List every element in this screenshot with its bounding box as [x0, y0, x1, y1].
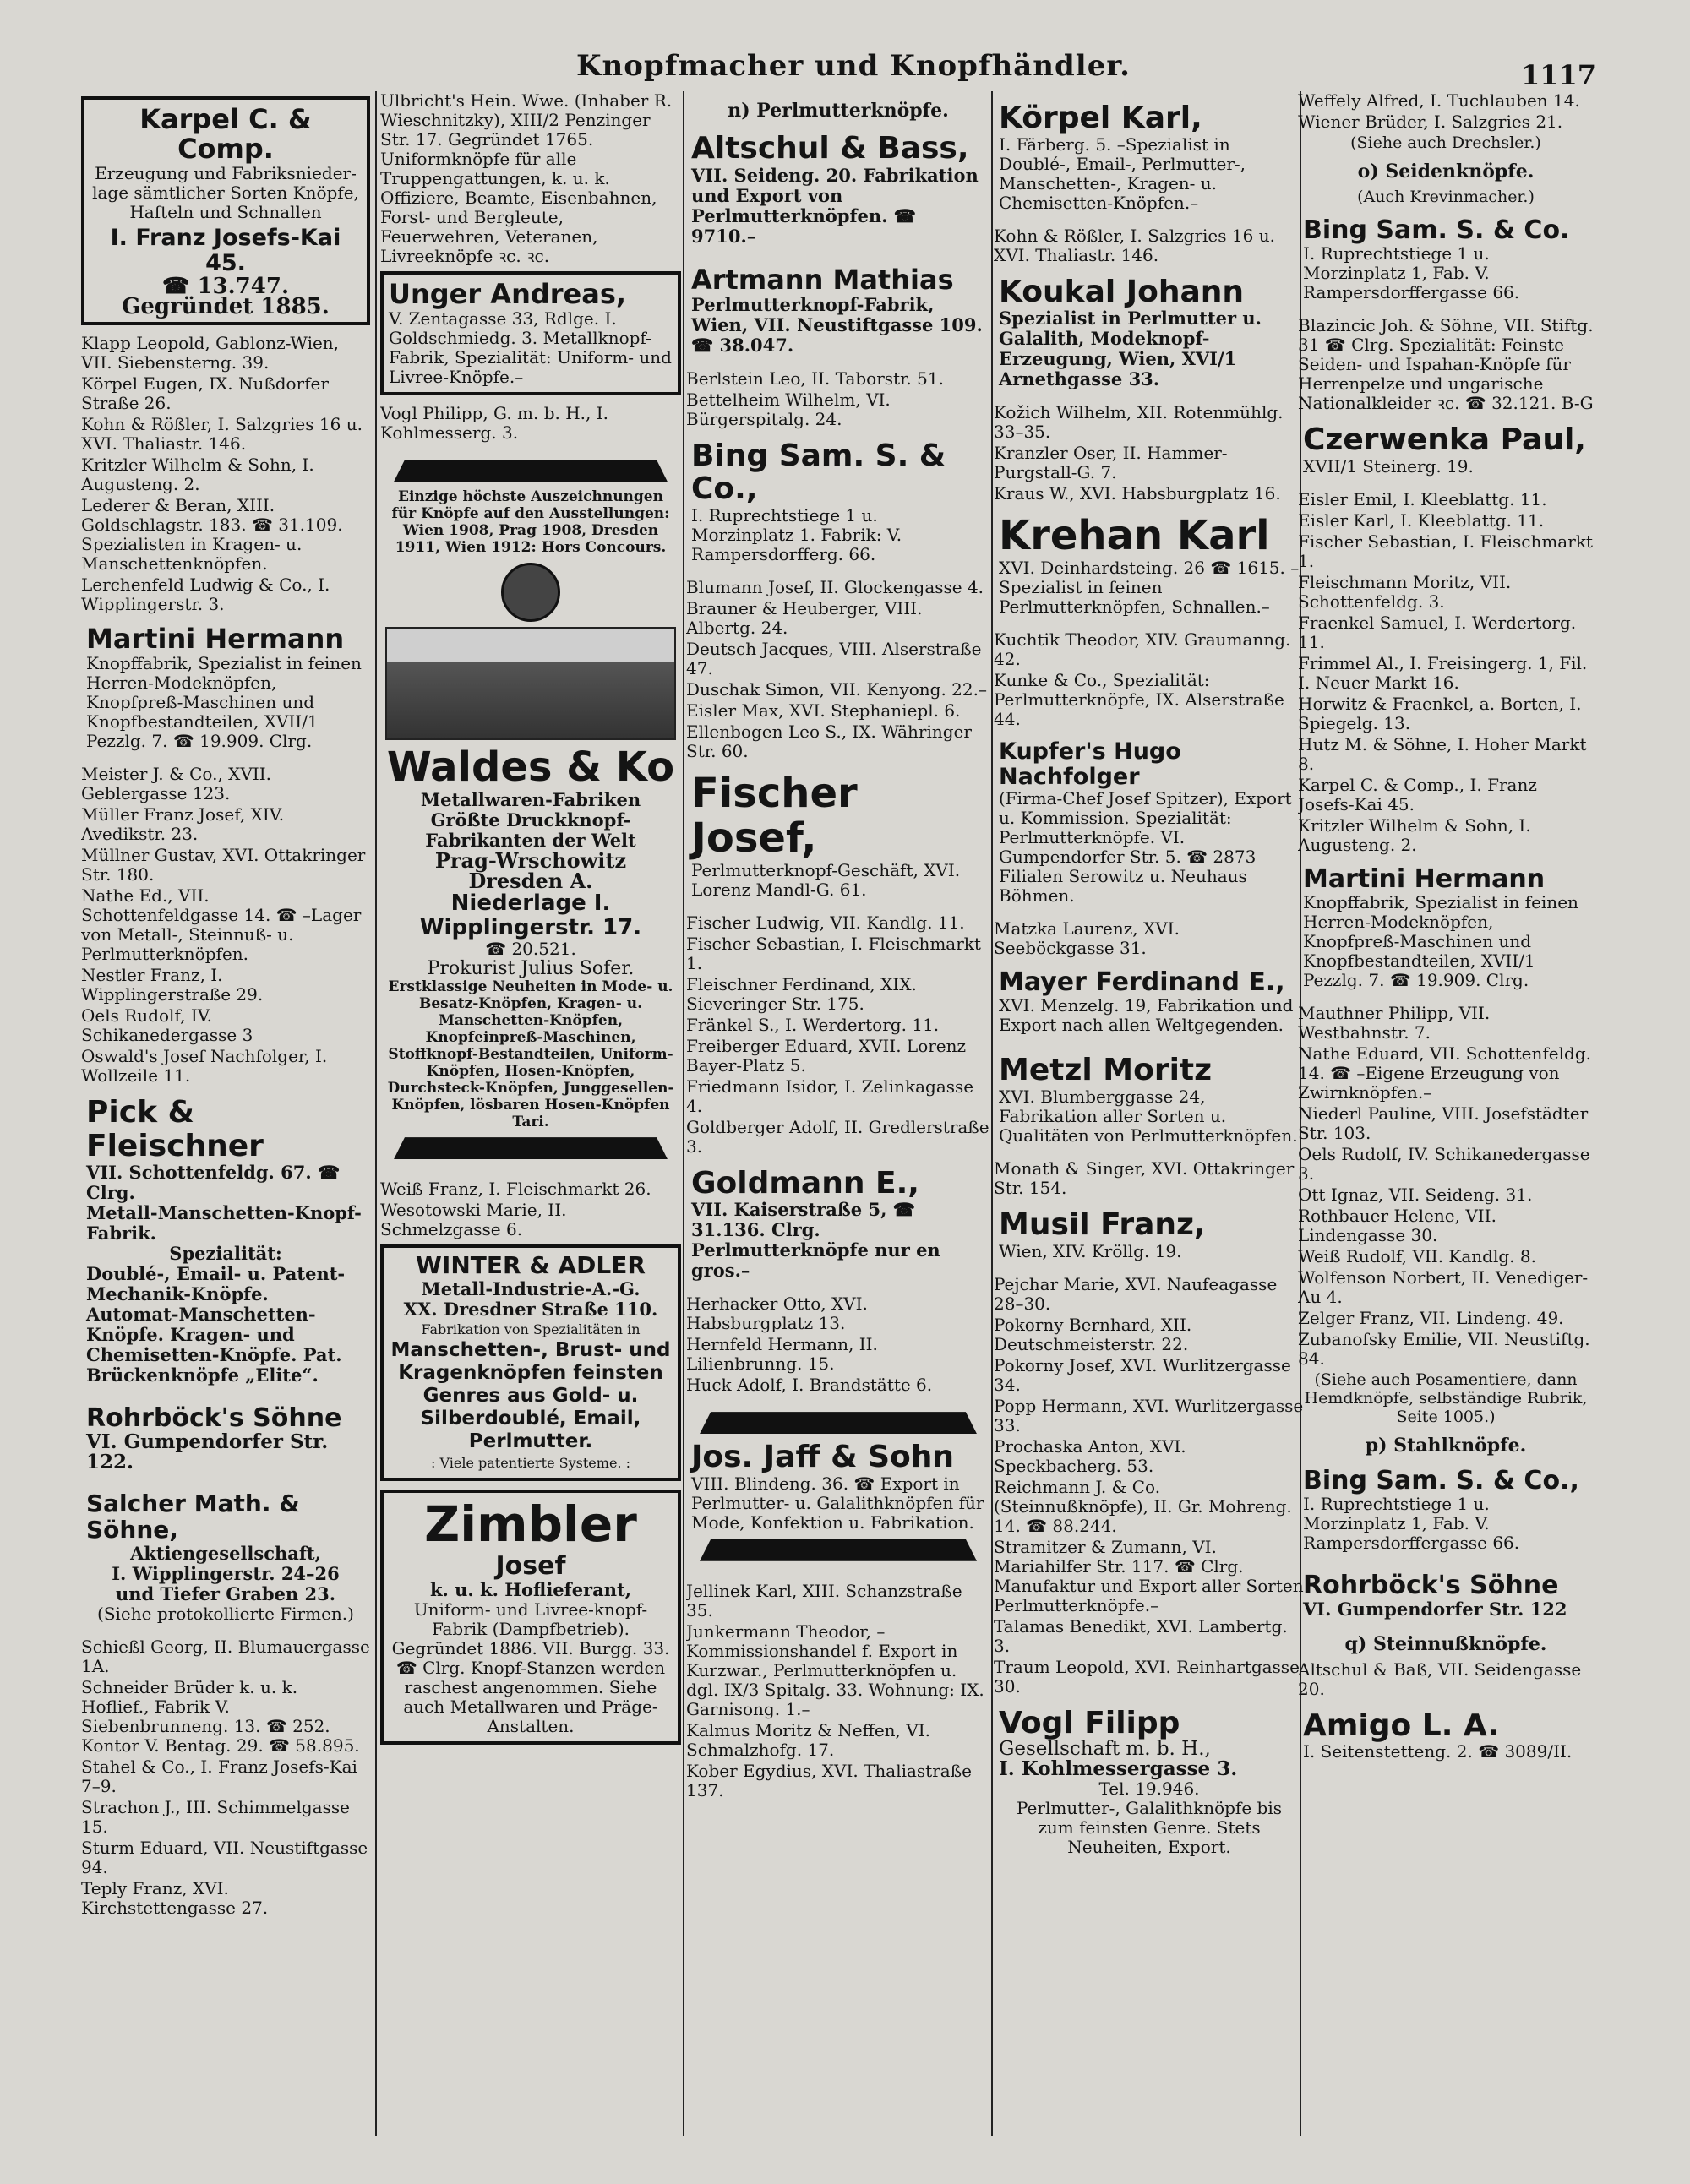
ad-metzl: [994, 1048, 1305, 1151]
ad-salcher: [81, 1486, 370, 1629]
list-item: Hutz M. & Söhne, I. Hoher Markt 8.: [1298, 733, 1587, 774]
ad-goldmann: [686, 1162, 990, 1287]
banner-ornament: [394, 460, 668, 482]
list-item: Fraenkel Samuel, I. Werdertorg. 11.: [1298, 612, 1577, 652]
list-item: Kranzler Oser, II. Hammer-Purgstall-G. 7.: [994, 443, 1228, 483]
list-item: Oels Rudolf, IV. Schikanedergasse 3: [81, 1005, 254, 1045]
ad-text: VII. Kaiserstraße 5, ☎ 31.136. Clrg. Perlmutterknöpfe nur en gros.–: [691, 1199, 940, 1282]
list-item: Stramitzer & Zumann, VI. Mariahilfer Str. 117. ☎ Clrg. Manufaktur und Export aller Sorten Perlmutterknöpfe.–: [994, 1536, 1304, 1615]
ad-text: XVI. Menzelg. 19, Fabrikation und Export nach allen Weltgegenden.: [999, 995, 1294, 1036]
list-item: Junkermann Theodor, –Kommissionshandel f. Export in Kurzwar., Perlmutterknöpfen u. dgl. IX/3 Spitalg. 33. Wohnung: IX. Garnisong. 1.–: [686, 1620, 984, 1719]
list-item: Körpel Eugen, IX. Nußdorfer Straße 26.: [81, 373, 329, 413]
list-item: Kožich Wilhelm, XII. Rotenmühlg. 33–35.: [994, 402, 1284, 443]
ad-line: Wien 1908, Prag 1908, Dresden 1911, Wien 1912: Hors Concours.: [395, 522, 667, 557]
page-title: Knopfmacher und Knopfhändler.: [576, 49, 1131, 83]
ad-line: Fabrikation von Spezialitäten in: [421, 1321, 641, 1337]
list-item: Klapp Leopold, Gablonz-Wien, VII. Siebensterng. 39.: [81, 332, 340, 373]
list-item: Meister J. & Co., XVII. Geblergasse 123.: [81, 763, 272, 803]
ad-musil: [994, 1203, 1305, 1266]
ad-name: Amigo L. A.: [1303, 1707, 1500, 1743]
column-1: [81, 91, 370, 2170]
ad-line: Prag-Wrschowitz: [434, 847, 627, 873]
ad-address: VI. Gumpendorfer Str. 122.: [86, 1430, 329, 1474]
list-item: Rothbauer Helene, VII. Lindengasse 30.: [1298, 1205, 1496, 1245]
list-item: Fleischner Ferdinand, XIX. Sieveringer Str. 175.: [686, 973, 917, 1014]
ad-koukal: [994, 270, 1305, 395]
list-item: Freiberger Eduard, XVII. Lorenz Bayer-Platz 5.: [686, 1035, 967, 1076]
banner-ornament: [700, 1539, 977, 1561]
list-item: Oswald's Josef Nachfolger, I. Wollzeile 11.: [81, 1045, 328, 1086]
ad-phone: ☎ 13.747.: [162, 273, 289, 299]
list-item: Bettelheim Wilhelm, VI. Bürgerspitalg. 24.: [686, 389, 891, 429]
ad-text: VIII. Blindeng. 36. ☎ Export in Perlmutter- u. Galalithknöpfen für Mode, Konfektion u. Fabrikation.: [691, 1473, 984, 1533]
list-item: Pokorny Josef, XVI. Wurlitzergasse 34.: [994, 1354, 1291, 1395]
ad-address: I. Franz Josefs-Kai 45.: [110, 225, 341, 277]
list-item: Sturm Eduard, VII. Neustiftgasse 94.: [81, 1837, 368, 1877]
ad-line: Dresden A.: [468, 868, 593, 893]
list-item: Niederl Pauline, VIII. Josefstädter Str. 103.: [1298, 1103, 1589, 1143]
list-item: Horwitz & Fraenkel, a. Borten, I. Spiegelg. 13.: [1298, 693, 1582, 733]
list-item: Wesotowski Marie, II. Schmelzgasse 6.: [380, 1200, 567, 1240]
list-item: Oels Rudolf, IV. Schikanedergasse 3.: [1298, 1143, 1590, 1184]
ad-text: Wien, XIV. Kröllg. 19.: [999, 1240, 1182, 1261]
list-item: Brauner & Heuberger, VIII. Albertg. 24.: [686, 597, 923, 638]
list-item: Kohn & Rößler, I. Salzgries 16 u. XVI. Thaliastr. 146.: [994, 225, 1275, 265]
ad-name: Salcher Math. & Söhne,: [86, 1490, 300, 1544]
list-item: Friedmann Isidor, I. Zelinkagasse 4.: [686, 1076, 974, 1116]
ad-line: Erzeugung und Fabriksnieder-: [95, 163, 357, 184]
ad-name: Martini Hermann: [86, 622, 345, 655]
column-rule: [375, 91, 377, 2136]
ad-karpel: [81, 96, 370, 325]
ad-line: Gesellschaft m. b. H.,: [999, 1738, 1211, 1761]
list-item: Reichmann J. & Co. (Steinnußknöpfe), II. Gr. Mohreng. 14. ☎ 88.244.: [994, 1476, 1292, 1536]
ad-line: I. Kohlmessergasse 3.: [999, 1757, 1238, 1781]
list-item: Hernfeld Hermann, II. Lilienbrunng. 15.: [686, 1334, 878, 1375]
ad-winter-adler: [380, 1244, 681, 1481]
list-item: Berlstein Leo, II. Taborstr. 51.: [686, 368, 944, 389]
ad-line: und Tiefer Graben 23.: [115, 1582, 336, 1604]
ad-rohrboeck: [1298, 1566, 1594, 1625]
ad-name: Waldes & Ko: [386, 743, 675, 792]
ad-line: k. u. k. Hoflieferant,: [429, 1578, 632, 1600]
ad-text: (Firma-Chef Josef Spitzer), Export u. Kommission. Spezialität: Perlmutterknöpfe. VI. Gumpendorfer Str. 5. ☎ 2873 Filialen Serowitz u. Neuhaus Böhmen.: [999, 788, 1292, 907]
list-item: Deutsch Jacques, VIII. Alserstraße 47.: [686, 638, 982, 678]
ad-line: I. Wipplingerstr. 24–26: [112, 1562, 340, 1584]
ad-line: Aktiengesellschaft,: [130, 1542, 321, 1564]
list-item: Fränkel S., I. Werdertorg. 11.: [686, 1014, 940, 1035]
ad-name: Koukal Johann: [999, 274, 1245, 309]
section-heading: p) Stahlknöpfe.: [1365, 1434, 1527, 1457]
sun-face-logo: [501, 563, 560, 622]
ad-name: Rohrböck's Söhne: [86, 1403, 342, 1434]
list-item: Jellinek Karl, XIII. Schanzstraße 35.: [686, 1580, 962, 1620]
banner-ornament: [394, 1137, 668, 1159]
ad-fischer: [686, 766, 990, 905]
column-4: [994, 91, 1305, 2170]
ad-name: Metzl Moritz: [999, 1053, 1213, 1088]
list-item: Kraus W., XVI. Habsburgplatz 16.: [994, 483, 1281, 504]
list-item: Strachon J., III. Schimmelgasse 15.: [81, 1796, 350, 1837]
ad-line: Perlmutter-, Galalithknöpfe bis zum feinsten Genre. Stets Neuheiten, Export.: [1017, 1798, 1282, 1858]
list-item: Monath & Singer, XVI. Ottakringer Str. 154.: [994, 1157, 1295, 1198]
section-heading: o) Seidenknöpfe.: [1357, 161, 1535, 182]
list-item: Huck Adolf, I. Brandstätte 6.: [686, 1375, 933, 1396]
ad-name: Zimbler: [424, 1495, 637, 1553]
ad-name: Pick & Fleischner: [86, 1094, 264, 1163]
list-item: Nathe Eduard, VII. Schottenfeldg. 14. ☎ –Eigene Erzeugung von Zwirnknöpfen.–: [1298, 1043, 1591, 1103]
ad-address: VI. Gumpendorfer Str. 122: [1303, 1598, 1567, 1620]
note: (Siehe auch Posamentiere, dann Hemdknöpfe, selbständige Rubrik, Seite 1005.): [1304, 1370, 1588, 1426]
ad-text: VII. Seideng. 20. Fabrikation und Export von Perlmutterknöpfen. ☎ 9710.–: [691, 164, 979, 247]
ad-line: Hafteln und Schnallen: [129, 202, 322, 223]
list-item: Eisler Emil, I. Kleeblattg. 11.: [1298, 488, 1547, 509]
list-item: Ellenbogen Leo S., IX. Währinger Str. 60.: [686, 721, 972, 761]
ad-line: Einzige höchste Auszeichnungen für Knöpfe auf den Ausstellungen:: [391, 488, 670, 523]
ad-line: Manschetten-, Brust- und Kragenknöpfen feinsten Genres aus Gold- u. Silberdoublé, Email, Perlmutter.: [390, 1338, 671, 1452]
ad-name: Unger Andreas,: [389, 278, 627, 310]
ad-altschul: [686, 127, 990, 252]
list-item: Pokorny Bernhard, XII. Deutschmeisterstr. 22.: [994, 1314, 1192, 1354]
ad-name: Vogl Filipp: [999, 1705, 1180, 1740]
list-item: Teply Franz, XVI. Kirchstettengasse 27.: [81, 1877, 269, 1918]
list-item: Ulbricht's Hein. Wwe. (Inhaber R. Wieschnitzky), XIII/2 Penzinger Str. 17. Gegründet 1765. Uniformknöpfe für alle Truppengattungen, k. u. k. Offiziere, Beamte, Eisenbahnen, Forst- und Bergleute, Feuerwehren, Veteranen, Livreeknöpfe ꝛc. ꝛc.: [380, 91, 673, 266]
note: (Siehe auch Drechsler.): [1350, 133, 1541, 152]
list-item: Vogl Philipp, G. m. b. H., I. Kohlmesserg. 3.: [380, 403, 608, 444]
list-item: Schneider Brüder k. u. k. Hoflief., Fabrik V. Siebenbrunneng. 13. ☎ 252. Kontor V. Bentag. 29. ☎ 58.895.: [81, 1676, 360, 1756]
list-item: Fleischmann Moritz, VII. Schottenfeldg. 3.: [1298, 571, 1512, 612]
ad-text: Knopffabrik, Spezialist in feinen Herren-Modeknöpfen, Knopfpreß-Maschinen und Knopfbestandteilen, XVII/1 Pezzlg. 7. ☎ 19.909. Clrg.: [86, 652, 362, 751]
list-item: Zelger Franz, VII. Lindeng. 49.: [1298, 1307, 1564, 1328]
list-item: Lerchenfeld Ludwig & Co., I. Wipplingerstr. 3.: [81, 574, 330, 614]
column-3: [686, 91, 990, 2170]
ad-vogl: [994, 1702, 1305, 1863]
ad-text: V. Zentagasse 33, Rdlge. I. Goldschmiedg. 3. Metallknopf-Fabrik, Spezialität: Uniform- und Livree-Knöpfe.–: [389, 308, 672, 388]
ad-address: Niederlage I. Wipplingerstr. 17.: [419, 890, 642, 940]
list-item: Zubanofsky Emilie, VII. Neustiftg. 84.: [1298, 1328, 1590, 1369]
list-item: Nestler Franz, I. Wipplingerstraße 29.: [81, 964, 264, 1005]
section-heading: q) Steinnußknöpfe.: [1344, 1632, 1547, 1655]
banner-ornament: [700, 1412, 977, 1434]
list-item: Eisler Karl, I. Kleeblattg. 11.: [1298, 509, 1545, 531]
ad-zimbler: [380, 1490, 681, 1745]
list-item: Herhacker Otto, XVI. Habsburgplatz 13.: [686, 1294, 868, 1334]
list-item: Frimmel Al., I. Freisingerg. 1, Fil. I. Neuer Markt 16.: [1298, 652, 1588, 693]
list-item: Lederer & Beran, XIII. Goldschlagstr. 183. ☎ 31.109. Spezialisten in Kragen- u. Manschettenknöpfen.: [81, 494, 343, 574]
list-item: Eisler Max, XVI. Stephaniepl. 6.: [686, 700, 961, 721]
ad-line: Tel. 19.946.: [1098, 1778, 1200, 1800]
list-item: Weiß Rudolf, VII. Kandlg. 8.: [1298, 1245, 1536, 1266]
list-item: Mauthner Philipp, VII. Westbahnstr. 7.: [1298, 1002, 1491, 1043]
list-item: Kunke & Co., Spezialität: Perlmutterknöpfe, IX. Alserstraße 44.: [994, 669, 1284, 729]
ad-line: Erstklassige Neuheiten in Mode- u. Besatz-Knöpfen, Kragen- u. Manschetten-Knöpfen, Knopfeinpreß-Maschinen, Stoffknopf-Bestandteilen, Uniform-Knöpfen, Hosen-Knöpfen, Durchsteck-Knöpfen, Junggesellen-Knöpfen, lösbaren Hosen-Knöpfen Tari.: [387, 978, 674, 1131]
ad-text: XVI. Blumberggasse 24, Fabrikation aller Sorten u. Qualitäten von Perlmutterknöpfen.: [999, 1086, 1298, 1146]
ad-line: Doublé-, Email- u. Patent-Mechanik-Knöpfe. Automat-Manschetten-Knöpfe. Kragen- und Chemisetten-Knöpfe. Pat. Brückenknöpfe „Elite“.: [86, 1263, 346, 1386]
ad-name: Martini Hermann: [1303, 863, 1546, 894]
list-item: Fischer Ludwig, VII. Kandlg. 11.: [686, 912, 965, 933]
ad-name: Bing Sam. S. & Co.,: [1303, 1465, 1579, 1495]
ad-name: Fischer Josef,: [691, 769, 858, 862]
list-item: Blazincic Joh. & Söhne, VII. Stiftg. 31 ☎ Clrg. Spezialität: Feinste Seiden- und Ispahan-Knöpfe für Herrenpelze und ungarische Nationalkleider ꝛc. ☎ 32.121. B-G: [1298, 315, 1594, 413]
ad-jaff: [686, 1400, 990, 1573]
ad-name: Karpel C. & Comp.: [139, 103, 312, 166]
ad-text: Perlmutterknopf-Geschäft, XVI. Lorenz Mandl-G. 61.: [691, 859, 961, 900]
list-item: Fischer Sebastian, I. Fleischmarkt 1.: [1298, 531, 1593, 571]
list-item: Kober Egydius, XVI. Thaliastraße 137.: [686, 1760, 972, 1800]
ad-line: Uniform- und Livree-knopf-Fabrik (Dampfbetrieb). Gegründet 1886. VII. Burgg. 33. ☎ Clrg. Knopf-Stanzen werden raschest angenommen. Siehe auch Metallwaren und Präge-Anstalten.: [391, 1599, 670, 1736]
ad-bing: [1298, 211, 1594, 308]
ad-bing: [686, 434, 990, 569]
ad-name: Körpel Karl,: [999, 101, 1202, 135]
column-rule: [683, 91, 684, 2136]
ad-name: Bing Sam. S. & Co.,: [691, 438, 946, 507]
ad-founded: Gegründet 1885.: [122, 293, 330, 319]
list-item: Fischer Sebastian, I. Fleischmarkt 1.: [686, 933, 981, 973]
ad-text: Perlmutterknopf-Fabrik, Wien, VII. Neustiftgasse 109. ☎ 38.047.: [691, 293, 983, 356]
ad-text: Knopffabrik, Spezialist in feinen Herren-Modeknöpfen, Knopfpreß-Maschinen und Knopfbestandteilen, XVII/1 Pezzlg. 7. ☎ 19.909. Clrg.: [1303, 891, 1578, 990]
section-heading: n) Perlmutterknöpfe.: [728, 100, 949, 122]
ad-name: Goldmann E.,: [691, 1165, 919, 1201]
ad-mayer: [994, 963, 1305, 1040]
ad-text: XVII/1 Steinerg. 19.: [1303, 455, 1474, 477]
ad-text: I. Ruprechtstiege 1 u. Morzinplatz 1. Fabrik: V. Rampersdorfferg. 66.: [691, 504, 902, 564]
list-item: Kuchtik Theodor, XIV. Graumanng. 42.: [994, 629, 1291, 669]
ad-name: WINTER & ADLER: [416, 1251, 646, 1280]
ad-name: Bing Sam. S. & Co.: [1303, 215, 1570, 245]
list-item: Nathe Ed., VII. Schottenfeldgasse 14. ☎ –Lager von Metall-, Steinnuß- u. Perlmutterknöpfen.: [81, 885, 362, 964]
ad-text: I. Färberg. 5. –Spezialist in Doublé-, Email-, Perlmutter-, Manschetten-, Kragen- u. Chemisetten-Knöpfen.–: [999, 133, 1246, 213]
ad-krehan: [994, 509, 1305, 622]
ad-line: (Siehe protokollierte Firmen.): [97, 1603, 354, 1624]
ad-firstname: Josef: [495, 1550, 566, 1581]
list-item: Matzka Laurenz, XVI. Seeböckgasse 31.: [994, 918, 1180, 959]
note: (Auch Krevinmacher.): [1357, 188, 1535, 206]
ad-line: VII. Schottenfeldg. 67. ☎ Clrg.: [86, 1162, 341, 1204]
ad-line: Prokurist Julius Sofer.: [427, 958, 635, 980]
ad-line: Metall-Industrie-A.-G.: [421, 1277, 641, 1299]
ad-pick-fleischner: [81, 1091, 370, 1391]
page-number: 1117: [1521, 59, 1597, 91]
list-item: Schießl Georg, II. Blumauergasse 1A.: [81, 1636, 370, 1676]
ad-name: Musil Franz,: [999, 1206, 1206, 1242]
list-item: Müllner Gustav, XVI. Ottakringer Str. 180.: [81, 844, 366, 885]
ad-line: Metall-Manschetten-Knopf-Fabrik.: [86, 1202, 362, 1244]
list-item: Müller Franz Josef, XIV. Avedikstr. 23.: [81, 803, 285, 844]
list-item: Kohn & Rößler, I. Salzgries 16 u. XVI. Thaliastr. 146.: [81, 413, 363, 454]
ad-name: Krehan Karl: [999, 512, 1270, 560]
ad-name: Jos. Jaff & Sohn: [691, 1440, 954, 1475]
list-item: Kalmus Moritz & Neffen, VI. Schmalzhofg. 17.: [686, 1719, 930, 1760]
list-item: Blumann Josef, II. Glockengasse 4.: [686, 576, 984, 597]
ad-text: I. Ruprechtstiege 1 u. Morzinplatz 1, Fab. V. Rampersdorffergasse 66.: [1303, 243, 1520, 302]
ad-bing-2: [1298, 1462, 1594, 1558]
ad-name: Rohrböck's Söhne: [1303, 1570, 1559, 1600]
ad-rohrboeck: [81, 1399, 370, 1478]
list-item: Popp Hermann, XVI. Wurlitzergasse 33.: [994, 1395, 1304, 1435]
ad-artmann: [686, 260, 990, 361]
ad-text: Spezialist in Perlmutter u. Galalith, Modeknopf-Erzeugung, Wien, XVI/1 Arnethgasse 33.: [999, 308, 1262, 390]
list-item: Karpel C. & Comp., I. Franz Josefs-Kai 45.: [1298, 774, 1537, 814]
ad-name: Czerwenka Paul,: [1303, 422, 1586, 457]
ad-text: I. Seitenstetteng. 2. ☎ 3089/II.: [1303, 1741, 1573, 1762]
ad-text: XVI. Deinhardsteing. 26 ☎ 1615. – Spezialist in feinen Perlmutterknöpfen, Schnallen.–: [999, 557, 1300, 617]
list-item: Stahel & Co., I. Franz Josefs-Kai 7–9.: [81, 1756, 357, 1796]
ad-line: : Viele patentierte Systeme. :: [431, 1454, 630, 1471]
factory-illustration: [385, 627, 676, 740]
ad-martini: [1298, 860, 1594, 995]
list-item: Prochaska Anton, XVI. Speckbacherg. 53.: [994, 1435, 1186, 1476]
ad-name: Artmann Mathias: [691, 263, 954, 296]
ad-name: Kupfer's Hugo Nachfolger: [999, 738, 1181, 790]
ad-waldes: [380, 448, 681, 1171]
ad-kupfer: [994, 734, 1305, 911]
list-item: Altschul & Baß, VII. Seidengasse 20.: [1298, 1658, 1582, 1699]
list-item: Traum Leopold, XVI. Reinhartgasse 30.: [994, 1656, 1300, 1697]
column-5: [1298, 91, 1594, 2170]
list-item: Ott Ignaz, VII. Seideng. 31.: [1298, 1184, 1533, 1205]
list-item: Kritzler Wilhelm & Sohn, I. Augusteng. 2.: [81, 454, 314, 494]
ad-line: Spezialität:: [169, 1243, 282, 1265]
ad-koerpel: [994, 96, 1305, 218]
list-item: Talamas Benedikt, XVI. Lambertg. 3.: [994, 1615, 1288, 1656]
list-item: Wiener Brüder, I. Salzgries 21.: [1298, 112, 1563, 132]
ad-line: lage sämtlicher Sorten Knöpfe,: [92, 182, 359, 204]
ad-subtitle: Metallwaren-Fabriken: [420, 788, 641, 810]
list-item: Wolfenson Norbert, II. Venediger-Au 4.: [1298, 1266, 1589, 1307]
ad-unger: [380, 271, 681, 395]
ad-name: Altschul & Bass,: [691, 131, 969, 166]
ad-name: Mayer Ferdinand E.,: [999, 967, 1285, 998]
ad-czerwenka: [1298, 418, 1594, 482]
column-2: [380, 91, 681, 2170]
list-item: Goldberger Adolf, II. Gredlerstraße 3.: [686, 1116, 989, 1157]
ad-text: I. Ruprechtstiege 1 u. Morzinplatz 1, Fab. V. Rampersdorffergasse 66.: [1303, 1493, 1520, 1553]
ad-line: Größte Druckknopf-Fabrikanten der Welt: [425, 809, 636, 851]
list-item: Kritzler Wilhelm & Sohn, I. Augusteng. 2.: [1298, 814, 1531, 855]
ad-phone: ☎ 20.521.: [485, 939, 576, 960]
ad-martini: [81, 619, 370, 756]
list-item: Duschak Simon, VII. Kenyong. 22.–: [686, 678, 987, 700]
list-item: Weiß Franz, I. Fleischmarkt 26.: [380, 1179, 651, 1200]
ad-line: XX. Dresdner Straße 110.: [403, 1298, 658, 1320]
list-item: Pejchar Marie, XVI. Naufeagasse 28–30.: [994, 1273, 1278, 1314]
ad-amigo: [1298, 1704, 1594, 1767]
column-rule: [991, 91, 993, 2136]
list-item: Weffely Alfred, I. Tuchlauben 14.: [1298, 91, 1580, 111]
